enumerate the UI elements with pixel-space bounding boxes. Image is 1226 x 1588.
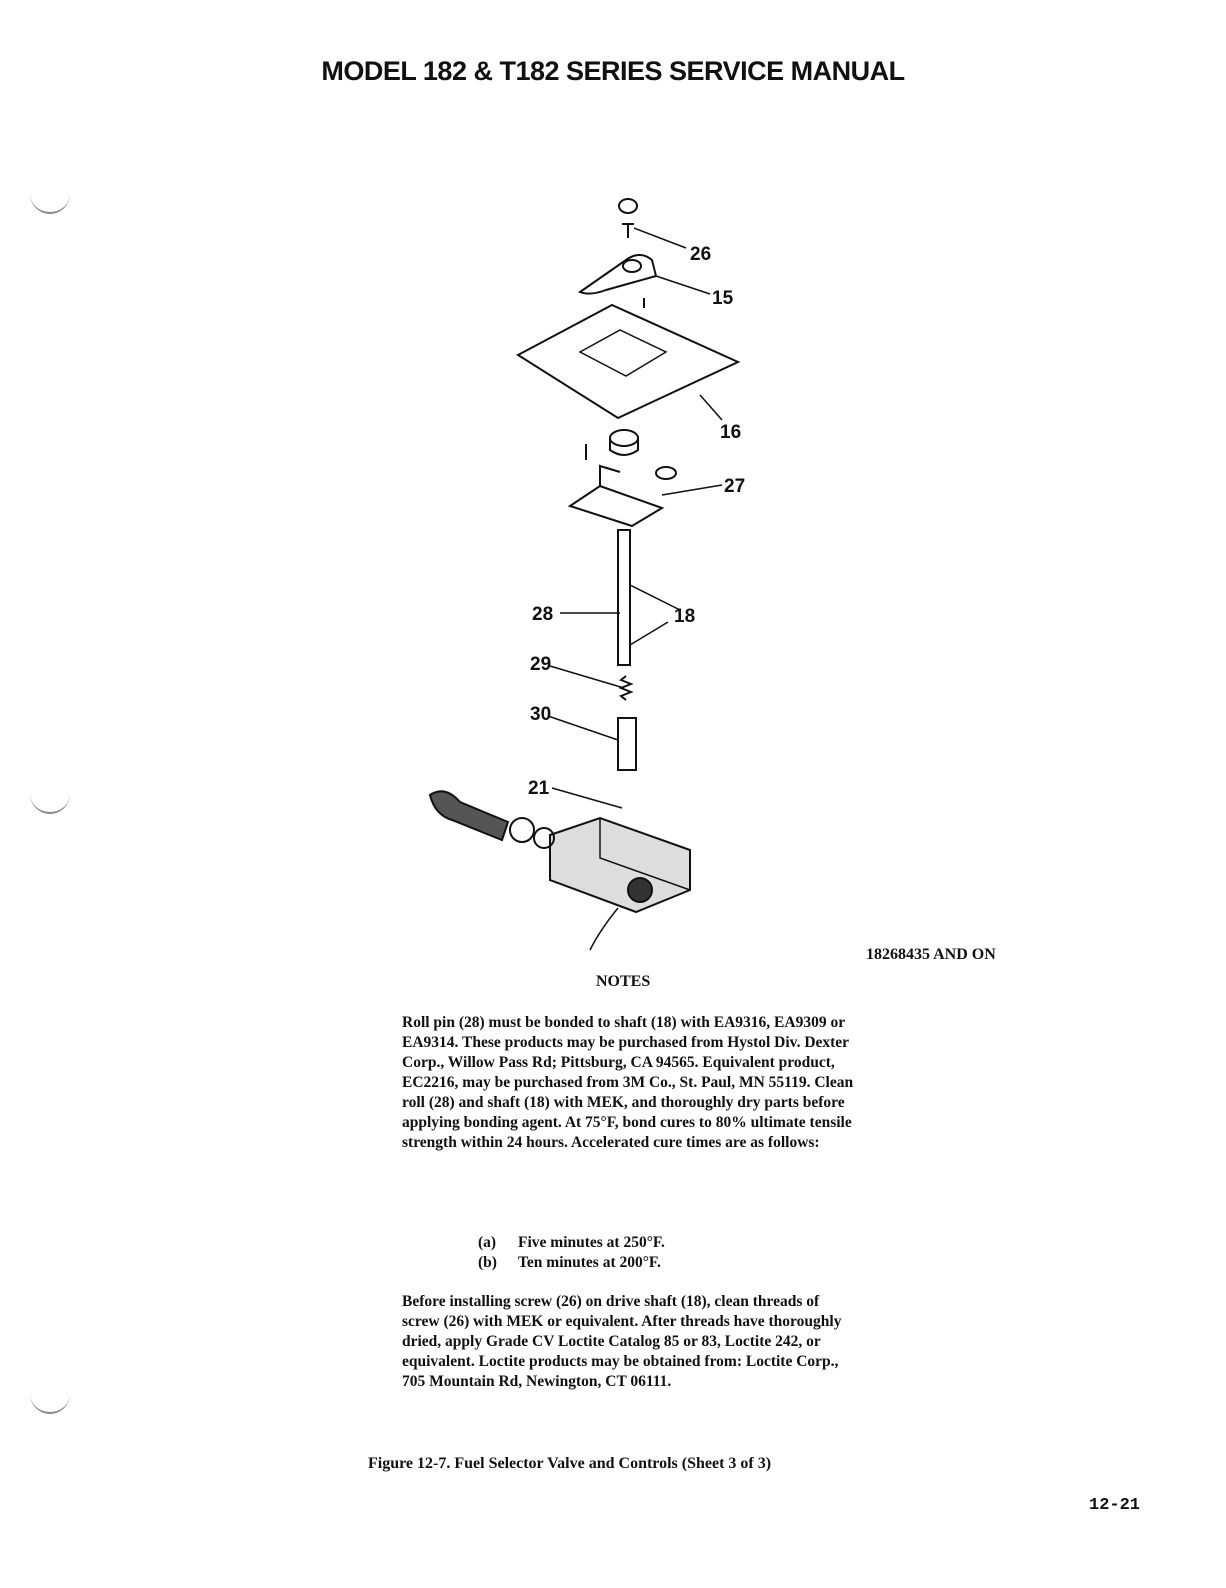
leader-16 — [700, 395, 722, 420]
bracket-27-part — [570, 486, 662, 526]
binder-hole-bottom — [30, 1392, 70, 1414]
callout-29: 29 — [530, 654, 552, 675]
leader-18b — [630, 622, 668, 645]
leader-18a — [630, 585, 680, 610]
fuel-selector-exploded-diagram — [400, 190, 780, 960]
screw-26-part — [622, 224, 634, 238]
notes-title: NOTES — [596, 973, 651, 990]
serial-effectivity: 18268435 AND ON — [866, 946, 996, 963]
leader-26 — [634, 228, 686, 248]
list-item: (a) Five minutes at 250°F. — [478, 1234, 665, 1251]
leader-15 — [656, 276, 710, 294]
leader-30 — [548, 716, 618, 740]
handle-15-part — [580, 255, 656, 294]
callout-21: 21 — [528, 778, 550, 799]
callout-28: 28 — [532, 604, 554, 625]
leader-21 — [552, 788, 622, 808]
figure-caption: Figure 12-7. Fuel Selector Valve and Controls (Sheet 3 of 3) — [368, 1455, 772, 1472]
leader-27 — [662, 485, 722, 495]
callout-27: 27 — [724, 476, 746, 497]
callout-26: 26 — [690, 244, 712, 265]
drive-shaft-18-part — [618, 530, 630, 665]
callout-15: 15 — [712, 288, 734, 309]
callout-18: 18 — [674, 606, 696, 627]
binder-hole-middle — [30, 792, 70, 814]
cure-times-list — [478, 1233, 665, 1273]
callout-30: 30 — [530, 704, 552, 725]
callout-16: 16 — [720, 422, 742, 443]
notes-paragraph-1: Roll pin (28) must be bonded to shaft (18) with EA9316, EA9309 or EA9314. These products may be purchased from Hystol Div. Dexter Corp., Willow Pass Rd; Pittsburg, CA 94565. Equivalent product, EC2216, may be purchased from 3M Co., St. Paul, MN 55119. Clean roll (28) and shaft (18) with MEK, and thoroughly dry parts before applying bonding agent. At 75°F, bond cures to 80% ultimate tensile strength within 24 hours. Accelerated cure times are as follows: — [402, 1014, 854, 1151]
inlet-fitting — [430, 791, 508, 840]
binder-hole-top — [30, 192, 70, 214]
page-title: MODEL 182 & T182 SERIES SERVICE MANUAL — [321, 56, 905, 86]
page-number: 12-21 — [1089, 1496, 1141, 1515]
leader-29 — [550, 666, 624, 688]
detent-30-part — [618, 718, 636, 770]
cap-part — [619, 199, 637, 213]
list-item: (b) Ten minutes at 200°F. — [478, 1254, 661, 1271]
notes-paragraph-2: Before installing screw (26) on drive shaft (18), clean threads of screw (26) with MEK or equivalent. After threads have thoroughly dried, apply Grade CV Loctite Catalog 85 or 83, Loctite 242, or equivalent. Loctite products may be obtained from: Loctite Corp., 705 Mountain Rd, Newington, CT 06111. — [402, 1293, 842, 1390]
